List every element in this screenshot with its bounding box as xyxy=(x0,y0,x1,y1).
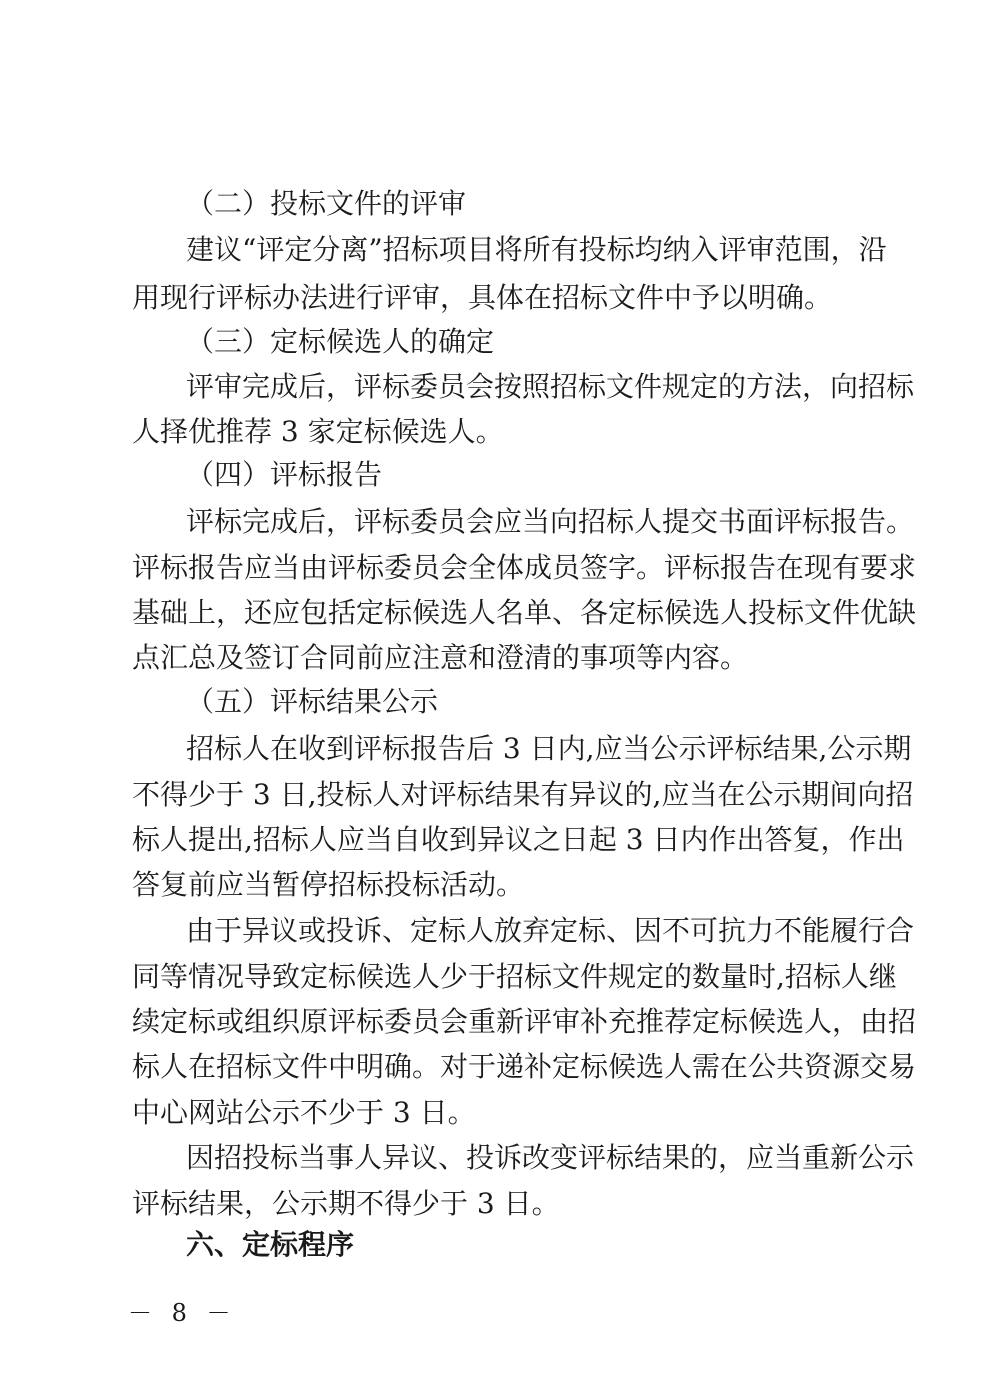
paragraph-line: 标人在招标文件中明确。对于递补定标候选人需在公共资源交易 xyxy=(132,1050,917,1083)
paragraph-line: 因招投标当事人异议、投诉改变评标结果的，应当重新公示 xyxy=(186,1141,915,1174)
paragraph-line: 由于异议或投诉、定标人放弃定标、因不可抗力不能履行合 xyxy=(186,914,915,947)
paragraph-line: 招标人在收到评标报告后 3 日内,应当公示评标结果,公示期 xyxy=(186,732,912,765)
paragraph-line: 同等情况导致定标候选人少于招标文件规定的数量时,招标人继 xyxy=(132,960,897,993)
section-heading-2: （二）投标文件的评审 xyxy=(186,187,467,220)
paragraph-line: 建议“评定分离”招标项目将所有投标均纳入评审范围，沿 xyxy=(186,233,887,266)
paragraph-line: 评审完成后，评标委员会按照招标文件规定的方法，向招标 xyxy=(186,370,915,403)
paragraph-line: 评标完成后，评标委员会应当向招标人提交书面评标报告。 xyxy=(186,505,915,538)
paragraph-line: 点汇总及签订合同前应注意和澄清的事项等内容。 xyxy=(132,641,749,674)
paragraph-line: 人择优推荐 3 家定标候选人。 xyxy=(132,415,504,448)
section-heading-6: 六、定标程序 xyxy=(186,1228,355,1261)
paragraph-line: 标人提出,招标人应当自收到异议之日起 3 日内作出答复，作出 xyxy=(132,823,905,856)
page-number: － 8 － xyxy=(128,1299,237,1327)
paragraph-line: 基础上，还应包括定标候选人名单、各定标候选人投标文件优缺 xyxy=(132,596,917,629)
paragraph-line: 不得少于 3 日,投标人对评标结果有异议的,应当在公示期间向招 xyxy=(132,778,914,811)
paragraph-line: 答复前应当暂停招标投标活动。 xyxy=(132,868,525,901)
paragraph-line: 评标报告应当由评标委员会全体成员签字。评标报告在现有要求 xyxy=(132,551,917,584)
section-heading-4: （四）评标报告 xyxy=(186,458,383,491)
section-heading-3: （三）定标候选人的确定 xyxy=(186,325,495,358)
paragraph-line: 评标结果，公示期不得少于 3 日。 xyxy=(132,1187,560,1220)
paragraph-line: 用现行评标办法进行评审，具体在招标文件中予以明确。 xyxy=(132,281,833,314)
paragraph-line: 续定标或组织原评标委员会重新评审补充推荐定标候选人，由招 xyxy=(132,1005,917,1038)
section-heading-5: （五）评标结果公示 xyxy=(186,685,439,718)
paragraph-line: 中心网站公示不少于 3 日。 xyxy=(132,1096,476,1129)
